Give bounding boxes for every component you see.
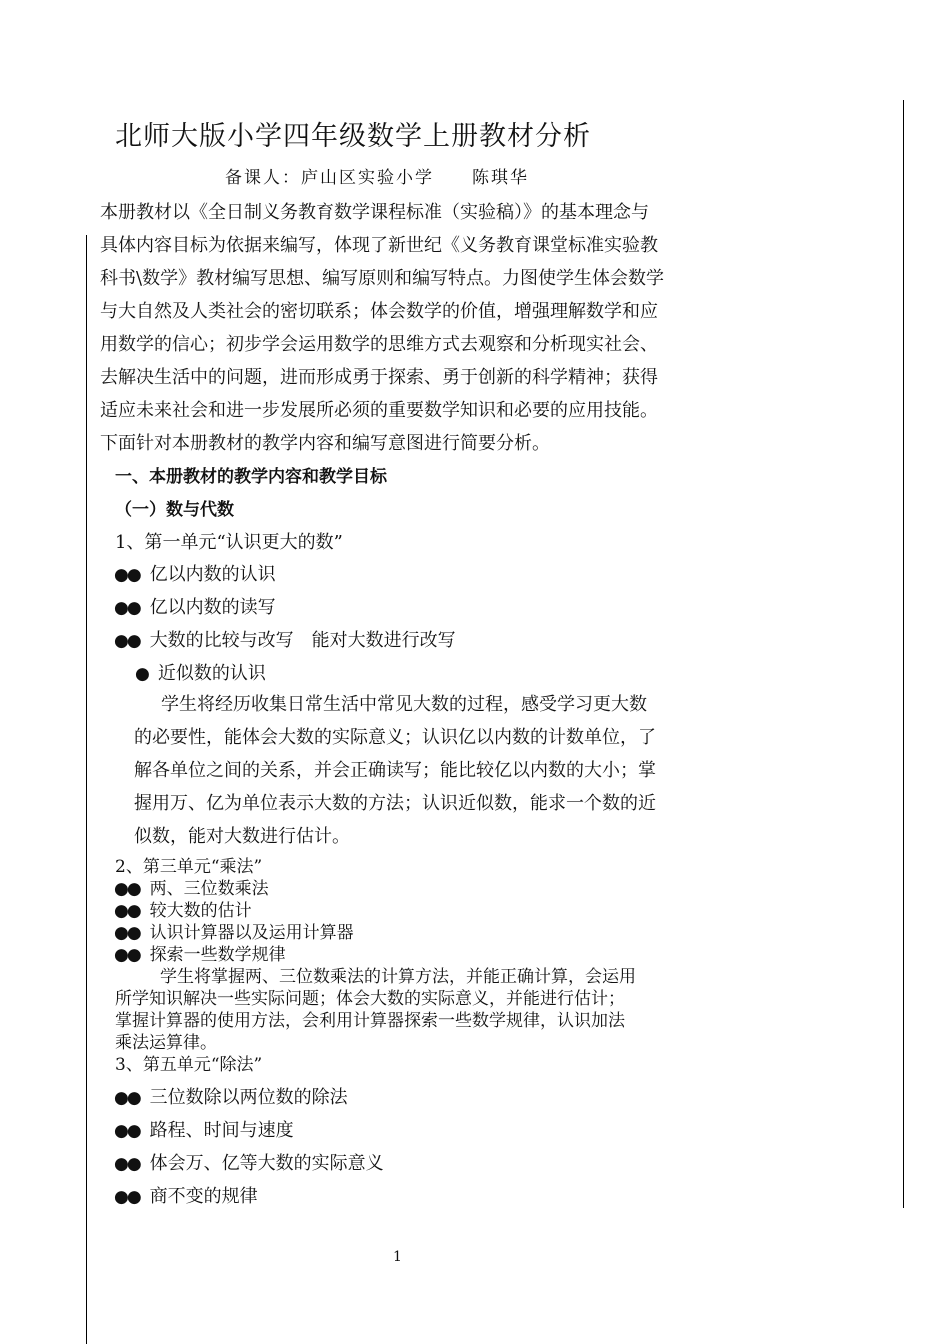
list-item <box>135 659 266 685</box>
intro-line: 本册教材以《全日制义务教育数学课程标准（实验稿）》的基本理念与 <box>100 202 649 223</box>
list-item-text: 亿以内数的读写 <box>149 597 276 618</box>
bullet-icon: ●● <box>114 565 140 585</box>
unit2-desc-line: 所学知识解决一些实际问题；体会大数的实际意义，并能进行估计； <box>115 989 625 1009</box>
bullet-icon: ●● <box>114 631 140 651</box>
bullet-icon: ●● <box>114 901 140 921</box>
bullet-icon: ●● <box>114 1187 140 1207</box>
subsection-heading: （一）数与代数 <box>115 500 234 520</box>
list-item <box>114 1116 294 1142</box>
list-item-text: 体会万、亿等大数的实际意义 <box>149 1153 384 1174</box>
list-item-text: 较大数的估计 <box>149 901 252 921</box>
bullet-icon: ●● <box>114 598 140 618</box>
list-item-text: 探索一些数学规律 <box>149 945 286 965</box>
margin-line-right <box>903 100 904 1208</box>
section-heading: 一、本册教材的教学内容和教学目标 <box>115 467 387 487</box>
unit1-desc-line: 学生将经历收集日常生活中常见大数的过程，感受学习更大数 <box>161 694 647 715</box>
intro-line: 科书\数学》教材编写思想、编写原则和编写特点。力图使学生体会数学 <box>100 268 665 289</box>
intro-line: 去解决生活中的问题，进而形成勇于探索、勇于创新的科学精神；获得 <box>100 367 658 388</box>
list-item-text: 大数的比较与改写 能对大数进行改写 <box>149 630 456 651</box>
list-item <box>114 1182 258 1208</box>
list-item-text: 路程、时间与速度 <box>149 1120 294 1141</box>
list-item-text: 亿以内数的认识 <box>149 564 276 585</box>
intro-line: 具体内容目标为依据来编写，体现了新世纪《义务教育课堂标准实验教 <box>100 235 658 256</box>
intro-line: 下面针对本册教材的教学内容和编写意图进行简要分析。 <box>100 433 550 454</box>
preparer-line: 备课人：庐山区实验小学 陈琪华 <box>225 168 529 188</box>
list-item-text: 认识计算器以及运用计算器 <box>149 923 354 943</box>
list-item <box>114 626 456 652</box>
list-item-text: 两、三位数乘法 <box>149 879 269 899</box>
intro-line: 适应未来社会和进一步发展所必须的重要数学知识和必要的应用技能。 <box>100 400 658 421</box>
unit1-desc-line: 解各单位之间的关系，并会正确读写；能比较亿以内数的大小；掌 <box>134 760 656 781</box>
bullet-icon: ●● <box>114 879 140 899</box>
unit1-desc-line: 似数，能对大数进行估计。 <box>134 826 350 847</box>
intro-line: 与大自然及人类社会的密切联系；体会数学的价值，增强理解数学和应 <box>100 301 658 322</box>
list-item-text: 近似数的认识 <box>157 663 266 684</box>
bullet-icon: ● <box>135 664 148 684</box>
list-item <box>114 1083 348 1109</box>
unit2-desc-line: 乘法运算律。 <box>115 1033 217 1053</box>
unit1-desc-line: 握用万、亿为单位表示大数的方法；认识近似数，能求一个数的近 <box>134 793 656 814</box>
unit1-desc-line: 的必要性，能体会大数的实际意义；认识亿以内数的计数单位，了 <box>134 727 656 748</box>
unit1-title: 1、第一单元“认识更大的数” <box>115 532 343 553</box>
list-item-text: 商不变的规律 <box>149 1186 258 1207</box>
unit2-desc-line: 学生将掌握两、三位数乘法的计算方法，并能正确计算，会运用 <box>160 967 636 987</box>
margin-line-left <box>86 235 87 1344</box>
page-number: 1 <box>393 1249 402 1265</box>
bullet-icon: ●● <box>114 923 140 943</box>
bullet-icon: ●● <box>114 1121 140 1141</box>
list-item <box>114 1149 384 1175</box>
unit2-desc-line: 掌握计算器的使用方法，会利用计算器探索一些数学规律，认识加法 <box>115 1011 625 1031</box>
list-item <box>114 560 276 586</box>
bullet-icon: ●● <box>114 1088 140 1108</box>
unit2-title: 2、第三单元“乘法” <box>115 857 263 877</box>
bullet-icon: ●● <box>114 1154 140 1174</box>
unit3-title: 3、第五单元“除法” <box>115 1055 263 1075</box>
bullet-icon: ●● <box>114 945 140 965</box>
document-title: 北师大版小学四年级数学上册教材分析 <box>115 121 591 152</box>
intro-line: 用数学的信心；初步学会运用数学的思维方式去观察和分析现实社会、 <box>100 334 658 355</box>
list-item <box>114 593 276 619</box>
list-item-text: 三位数除以两位数的除法 <box>149 1087 348 1108</box>
